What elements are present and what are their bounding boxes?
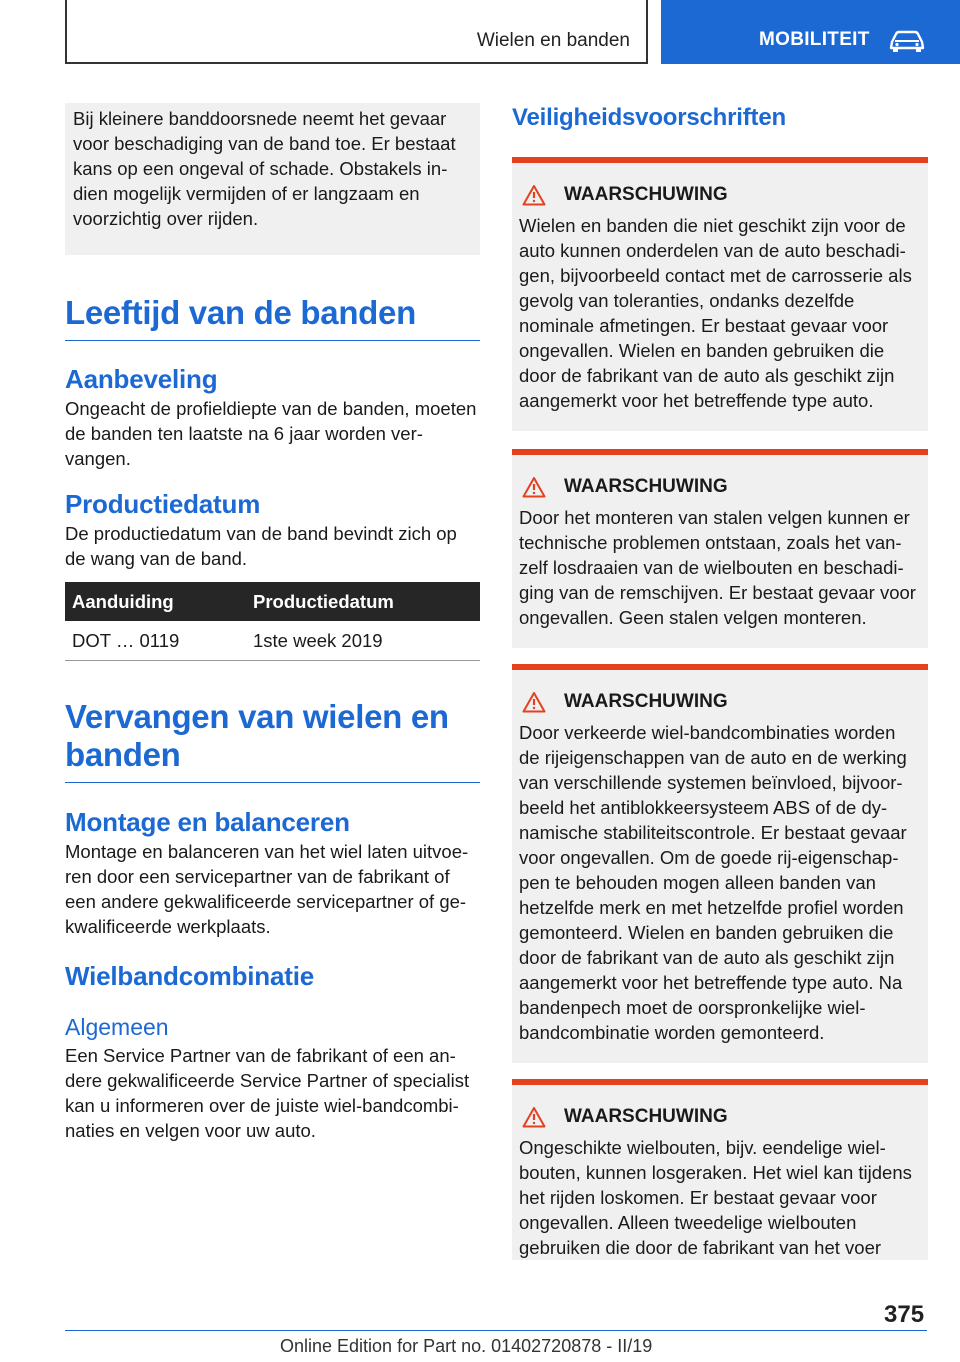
warning-box [512,664,928,1063]
warning-box [512,157,928,431]
warning-triangle-icon [522,691,546,713]
footer-edition: Online Edition for Part no. 01402720878 - II/19 [280,1336,653,1356]
warning-box [512,449,928,648]
production-date-text: De productiedatum van de band bevindt zich op de wang van de band. [65,523,457,569]
warning-title: WAARSCHUWING [564,184,728,205]
recommendation-text: Ongeacht de profieldiepte van de banden, moeten de banden ten laatste na 6 jaar worden vervangen. [65,398,477,469]
heading-recommendation: Aanbeveling [65,364,218,394]
chapter-tab[interactable] [661,0,960,64]
warning-triangle-icon [522,1106,546,1128]
warning-title: WAARSCHUWING [564,476,728,497]
heading-tire-age: Leeftijd van de banden [65,294,480,341]
note-text: Bij kleinere banddoorsnede neemt het gevaar voor beschadiging van de band toe. Er bestaat kans op een ongeval of schade. Obstakels indien mogelijk vermijden of er langzaam en voorzichtig over rijden. [73,108,456,229]
table-row [65,621,480,661]
note-box [65,103,480,255]
production-date-table [65,582,480,661]
footer-divider [65,1330,927,1331]
heading-safety: Veiligheidsvoorschriften [512,104,786,131]
heading-wheel-tire-combination: Wielbandcombinatie [65,961,314,991]
warning-triangle-icon [522,184,546,206]
heading-mounting: Montage en balanceren [65,807,350,837]
warning-triangle-icon [522,476,546,498]
warning-box [512,1079,928,1260]
page-number: 375 [884,1301,925,1328]
warning-text: Door verkeerde wiel-bandcombinaties worden de rijeigenschappen van de auto en de werking van verschillende systemen beïnvloed, bijvoorbeeld het antiblokkeersysteem ABS of de dynamische stabiliteitscontrole. Er bestaat gevaar voor ongevallen. Om de goede rij-eigenschappen te behouden mogen alleen banden van hetzelfde merk en met hetzelfde profiel worden gemonteerd. Wielen en banden gebruiken die door de fabrikant van de auto als geschikt zijn aangemerkt voor het betreffende type auto. Na bandenpech moet de oorspronkelijke wiel-bandcombinatie worden gemonteerd. [519,722,907,1043]
heading-production-date: Productiedatum [65,489,261,519]
mounting-text: Montage en balanceren van het wiel laten uitvoeren door een servicepartner van de fabrikant of een andere gekwalificeerde servicepartner of gekwalificeerde werkplaats. [65,841,469,937]
warning-title: WAARSCHUWING [564,1106,728,1127]
left-column [65,103,480,1143]
column-header-production-date: Productiedatum [246,582,480,621]
section-title: Wielen en banden [476,30,630,51]
heading-replace-wheels: Vervangen van wielen en banden [65,698,480,783]
warning-text: Door het monteren van stalen velgen kunnen er technische problemen ontstaan, zoals het vanzelf losdraaien van de wielbouten en beschadiging van de remschijven. Er bestaat gevaar voor ongevallen. Geen stalen velgen monteren. [519,507,916,628]
warning-text: Ongeschikte wielbouten, bijv. eendelige wielbouten, kunnen losgeraken. Het wiel kan tijdens het rijden loskomen. Er bestaat gevaar voor ongevallen. Alleen tweedelige wielbouten gebruiken die door de fabrikant van het voer [519,1137,912,1258]
warning-text: Wielen en banden die niet geschikt zijn voor de auto kunnen onderdelen van de auto beschadigen, bijvoorbeeld contact met de carrosserie als gevolg van toleranties, ondanks dezelfde nominale afmetingen. Er bestaat gevaar voor ongevallen. Wielen en banden gebruiken die door de fabrikant van de auto als geschikt zijn aangemerkt voor het betreffende type auto. [519,215,912,411]
cell-production-date: 1ste week 2019 [246,621,480,661]
chapter-label: MOBILITEIT [759,29,870,50]
car-icon [889,30,925,52]
general-text: Een Service Partner van de fabrikant of een andere gekwalificeerde Service Partner of specialist kan u informeren over de juiste wiel-bandcombinaties en velgen voor uw auto. [65,1045,470,1141]
heading-general: Algemeen [65,1014,169,1040]
cell-marking: DOT … 0119 [65,621,246,661]
column-header-marking: Aanduiding [65,582,246,621]
warning-title: WAARSCHUWING [564,691,728,712]
right-column [512,103,928,1260]
